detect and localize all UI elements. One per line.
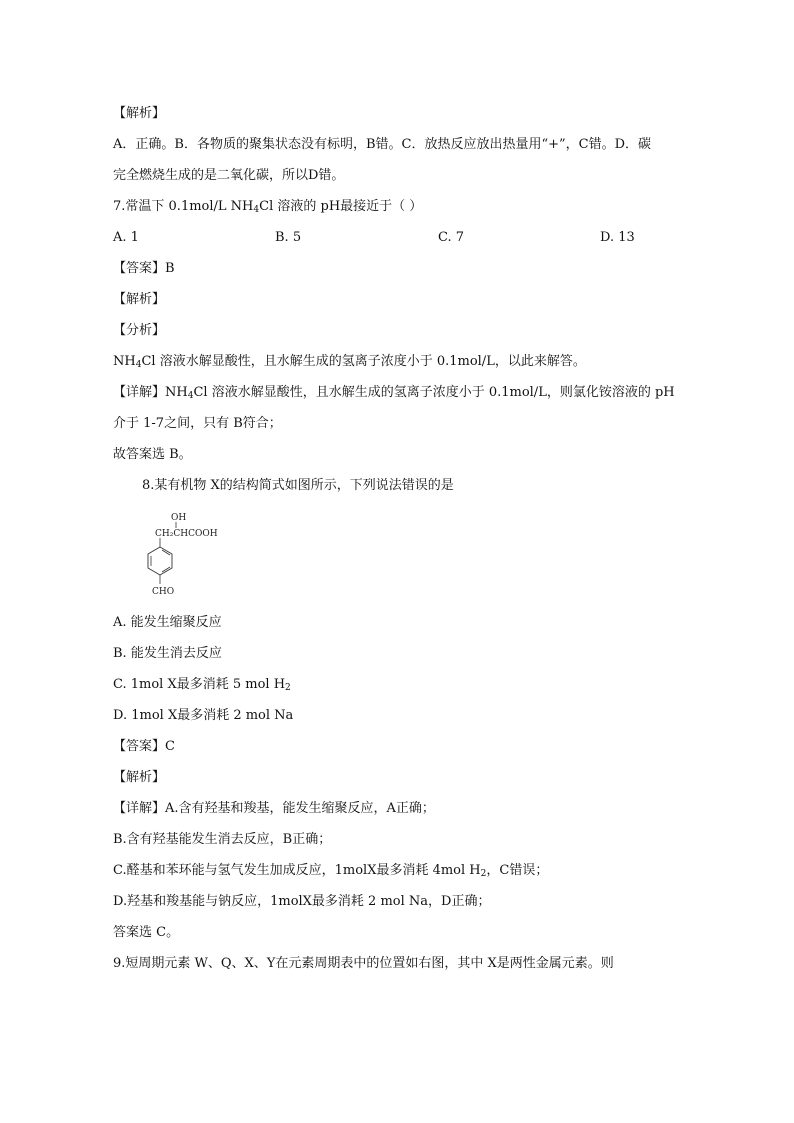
q7-answer: 【答案】B [113, 261, 175, 276]
q7-option-d: D. 13 [600, 230, 635, 245]
q7-option-b: B. 5 [275, 230, 302, 245]
q7-detail-line1: 【详解】$NH_4Cl$ 溶液水解显酸性，且水解生成的氢离子浓度小于 0.1mol/L，则氯化铵溶液的 pH [113, 385, 675, 401]
q8-option-a: A. 能发生缩聚反应 [113, 615, 222, 630]
q9-stem: 9.短周期元素 W、Q、X、Y在元素周期表中的位置如右图，其中 X是两性金属元素。则 [113, 956, 614, 971]
q7-fenxi-text: $NH_4Cl$ 溶液水解显酸性，且水解生成的氢离子浓度小于 0.1mol/L，以此来解答。 [113, 354, 586, 370]
q7-fenxi-heading: 【分析】 [113, 323, 166, 338]
structure-label-oh: OH [171, 513, 187, 523]
q7-jiexi-heading: 【解析】 [113, 292, 166, 307]
sec1-explanation-line2: 完全燃烧生成的是二氧化碳，所以D错。 [113, 168, 345, 183]
q8-option-d: D. 1mol X最多消耗 2 mol Na [113, 708, 294, 723]
q7-stem: 7.常温下 0.1mol/L $NH_4Cl$ 溶液的 pH最接近于（ ） [113, 199, 423, 215]
q8-jiexi-heading: 【解析】 [113, 770, 166, 785]
sec1-jiexi-heading: 【解析】 [113, 106, 166, 121]
q8-structure-diagram [135, 510, 235, 600]
q8-detail-a: 【详解】A.含有羟基和羧基，能发生缩聚反应，A正确； [113, 801, 435, 816]
q7-detail-line2: 介于 1-7之间，只有 B符合； [113, 416, 282, 431]
structure-label-cho: CHO [152, 587, 175, 597]
q8-option-c: C. 1mol X最多消耗 5 mol $H_2$ [113, 677, 291, 693]
benzene-ring [148, 547, 172, 575]
q8-answer: 【答案】C [113, 739, 175, 754]
sec1-explanation-line1: A．正确。B．各物质的聚集状态没有标明，B错。C．放热反应放出热量用“+”，C错。D．碳 [113, 137, 651, 152]
q7-option-c: C. 7 [438, 230, 465, 245]
q8-detail-b: B.含有羟基能发生消去反应，B正确； [113, 832, 332, 847]
structure-label-chain: CH₂CHCOOH [155, 529, 218, 539]
q8-option-b: B. 能发生消去反应 [113, 646, 222, 661]
q8-stem: 8.某有机物 X的结构简式如图所示，下列说法错误的是 [142, 478, 454, 493]
q7-option-a: A. 1 [113, 230, 139, 245]
q8-detail-d: D.羟基和羧基能与钠反应，1molX最多消耗 2 mol Na，D正确； [113, 894, 491, 909]
q8-conclusion: 答案选 C。 [113, 925, 180, 940]
q7-conclusion: 故答案选 B。 [113, 447, 192, 462]
q8-detail-c: C.醛基和苯环能与氢气发生加成反应，1molX最多消耗 4mol $H_2$，C错误； [113, 863, 549, 879]
